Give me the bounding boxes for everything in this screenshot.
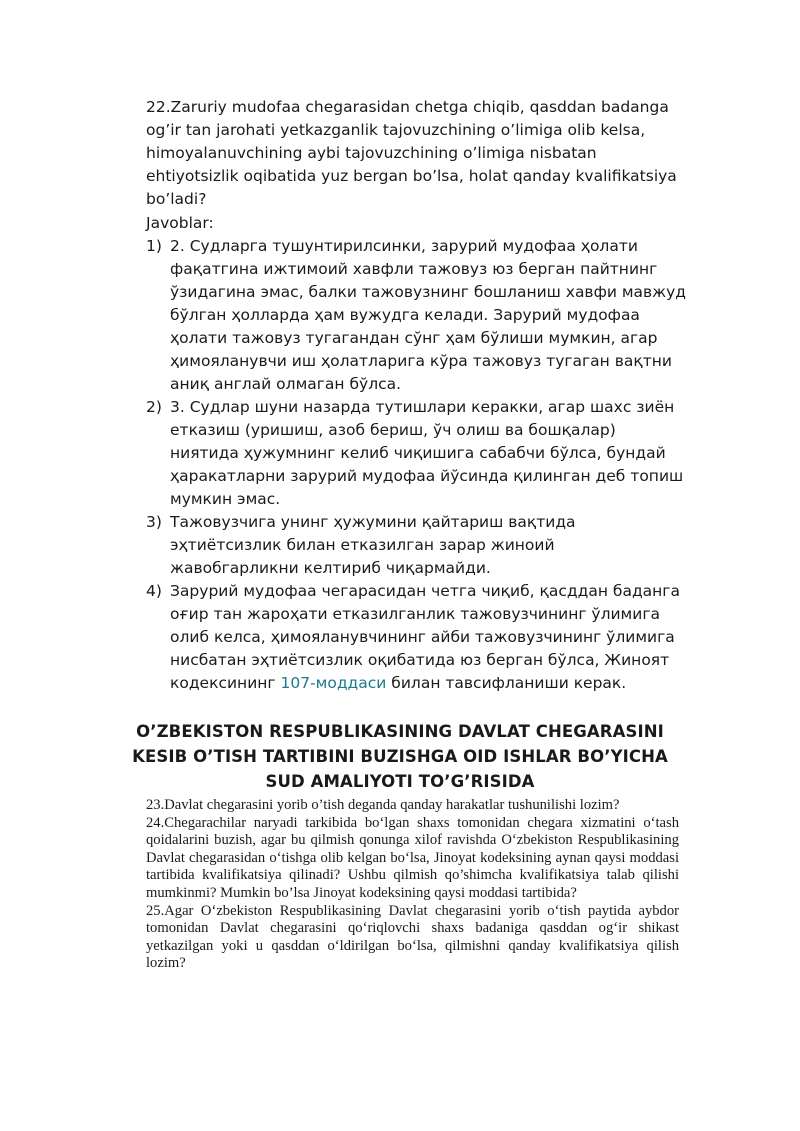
answer-number: 2) — [146, 398, 162, 416]
answer-option-1[interactable] — [146, 235, 686, 396]
answers-label: Javoblar: — [146, 214, 214, 232]
answer-text: 3. Судлар шуни назарда тутишлари керакки, агар шахс зиён етказиш (уришиш, азоб бериш, ўч олиш ва бошқалар) ниятида ҳужумнинг келиб чиқишига сабабчи бўлса, бундай ҳаракатларни зарурий мудофаа йўсинда қилинган деб топиш мумкин эмас. — [170, 398, 684, 508]
question-25: 25.Agar O‘zbekiston Respublikasining Davlat chegarasini yorib o‘tish paytida aybdor tomonidan Davlat chegarasini qo‘riqlovchi shaxs badaniga qasddan og‘ir shikast yetkazilgan yoki u qasddan o‘ldirilgan bo‘lsa, qilmishni qanday kvalifikatsiya qilish lozim? — [146, 902, 679, 972]
sub-questions — [146, 797, 679, 973]
question-23: 23.Davlat chegarasini yorib o’tish deganda qanday harakatlar tushunilishi lozim? — [146, 797, 620, 813]
answer-text: Тажовузчига унинг ҳужумини қайтариш вақтида эҳтиётсизлик билан етказилган зарар жиноий жавобгарликни келтириб чиқармайди. — [170, 513, 576, 577]
answer-text-before: Зарурий мудофаа чегарасидан четга чиқиб, қасддан баданга оғир тан жароҳати етказилганлик тажовузчининг ўлимига олиб келса, ҳимояланувчининг айби тажовузчининг ўлимига нисбатан эҳтиётсизлик оқибатида юз берган бўлса, Жиноят кодексининг — [170, 582, 680, 692]
answer-option-2[interactable] — [146, 396, 686, 511]
section-heading: O’ZBEKISTON RESPUBLIKASINING DAVLAT CHEGARASINI KESIB O’TISH TARTIBINI BUZISHGA OID ISHLAR BO’YICHA SUD AMALIYOTI TO’G’RISIDA — [132, 722, 668, 791]
answer-number: 4) — [146, 582, 162, 600]
answer-option-4[interactable] — [146, 580, 686, 695]
question-24: 24.Chegarachilar naryadi tarkibida bo‘lgan shaxs tomonidan chegara xizmatini o‘tash qoidalarini buzish, agar bu qilmish qonunga xilof ravishda O‘zbekiston Respublikasining Davlat chegarasidan o‘tishga olib kelgan bo‘lsa, Jinoyat kodeksining aynan qaysi moddasi tartibida kvalifikatsiya qilinadi? Ushbu qilmish qo’shimcha kvalifikatsiya talab qilishi mumkinmi? Mumkin bo’lsa Jinoyat kodeksining qaysi moddasi tartibida? — [146, 814, 679, 901]
answer-option-3[interactable] — [146, 511, 686, 580]
article-107-link[interactable]: 107-моддаси — [280, 674, 387, 692]
answer-text-after: билан тавсифланиши керак. — [386, 674, 627, 692]
question-22: 22.Zaruriy mudofaa chegarasidan chetga chiqib, qasddan badanga og’ir tan jarohati yetkazganlik tajovuzchining o’limiga olib kelsa, himoyalanuvchining aybi tajovuzchining o’limiga nisbatan ehtiyotsizlik oqibatida yuz bergan bo’lsa, holat qanday kvalifikatsiya bo’ladi? — [146, 98, 677, 208]
answer-list — [146, 235, 686, 695]
answer-text: 2. Судларга тушунтирилсинки, зарурий мудофаа ҳолати фақатгина ижтимоий хавфли тажовуз юз берган пайтнинг ўзидагина эмас, балки тажовузнинг бошланиш хавфи мавжуд бўлган ҳолларда ҳам вужудга келади. Зарурий мудофаа ҳолати тажовуз тугагандан сўнг ҳам бўлиши мумкин, агар ҳимояланувчи иш ҳолатларига кўра тажовуз тугаган вақтни аниқ англай олмаган бўлса. — [170, 237, 687, 393]
answer-number: 1) — [146, 237, 162, 255]
answer-number: 3) — [146, 513, 162, 531]
